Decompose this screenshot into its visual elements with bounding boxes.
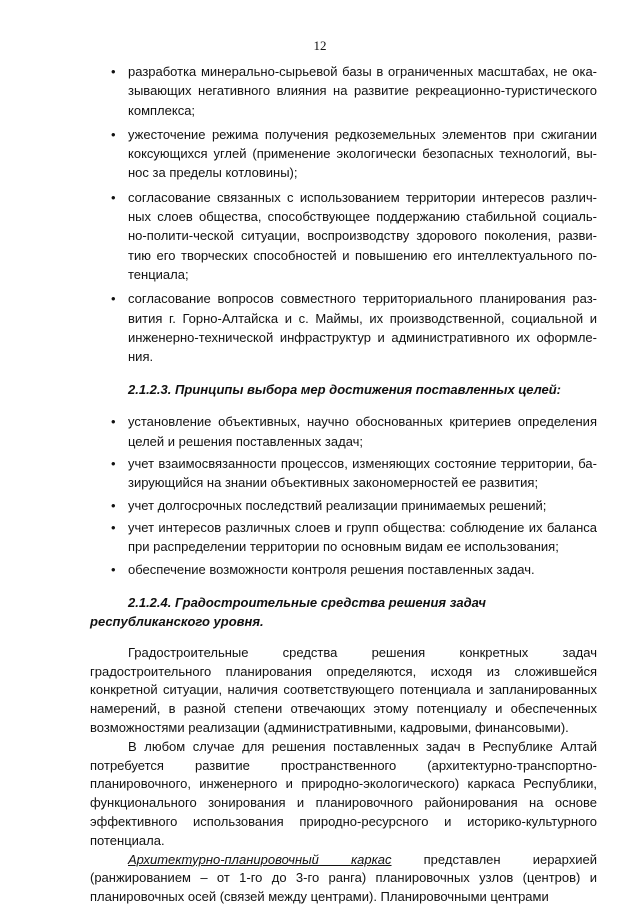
- list-item-text: учет интересов различных слоев и групп общества: соблюдение их баланса при распределении территории по основным видам ее использования;: [128, 519, 597, 555]
- section-heading-2-1-2-4: 2.1.2.4. Градостроительные средства решения задач республиканского уровня.: [90, 594, 486, 629]
- list-item: [90, 412, 597, 451]
- bullet-icon: •: [111, 456, 116, 472]
- term-architectural-framework: Архитектурно-планировочный каркас: [128, 851, 392, 867]
- list-item: [90, 560, 597, 579]
- list-item: [90, 289, 597, 366]
- section-heading-2-1-2-3: 2.1.2.3. Принципы выбора мер достижения поставленных целей:: [128, 382, 562, 398]
- list-item: [90, 518, 597, 557]
- list-item-text: обеспечение возможности контроля решения поставленных задач.: [128, 561, 535, 577]
- bullet-icon: •: [111, 497, 116, 513]
- list-item: [90, 125, 597, 183]
- list-item-text: согласование вопросов совместного территориального планирования раз-вития г. Горно-Алтайска и с. Маймы, их производственной, социальной и инженерно-технической инфраструктур и административного их оформле-ния.: [128, 291, 597, 365]
- list-item-text: разработка минерально-сырьевой базы в ограниченных масштабах, не ока-зывающих негативного влияния на развитие рекреационно-туристического комплекса;: [128, 64, 597, 118]
- bullet-list-principles: [90, 412, 597, 578]
- bullet-icon: •: [111, 126, 116, 142]
- bullet-icon: •: [111, 561, 116, 577]
- list-item: [90, 454, 597, 493]
- paragraph-urban-planning-means: Градостроительные средства решения конкретных задач градостроительного планирования определяются, исходя из сложившейся конкретной ситуации, наличия соответствующего потенциала и запланированных намерений, в разной степени отвечающих этому потенциалу и обеспеченных возможностями реализации (административными, кадровыми, финансовыми).: [90, 644, 597, 736]
- list-item: [90, 62, 597, 120]
- paragraph-architectural-framework: [90, 851, 597, 907]
- list-item-text: учет взаимосвязанности процессов, изменяющих состояние территории, ба-зирующийся на знании объективных закономерностей ее развития;: [128, 456, 597, 491]
- list-item-text: установление объективных, научно обоснованных критериев определения целей и решения поставленных задач;: [128, 414, 597, 449]
- page-number: 12: [313, 38, 327, 53]
- bullet-icon: •: [111, 189, 116, 205]
- bullet-list-tasks: [90, 62, 597, 366]
- list-item-text: согласование связанных с использованием территории интересов различ-ных слоев общества, способствующее поддержанию стабильной социаль-но-полити-ческой ситуации, воспроизводству здорового поколения, разви-тию его творческих способностей и повышению его интеллектуального по-тенциала;: [128, 189, 597, 282]
- bullet-icon: •: [111, 64, 116, 79]
- document-body: [90, 62, 597, 907]
- paragraph-text: представлен иерархией (ранжированием – от 1-го до 3-го ранга) планировочных узлов (центров) и планировочных осей (связей между центрами). Планировочными центрами: [90, 851, 597, 905]
- paragraph-spatial-framework: В любом случае для решения поставленных задач в Республике Алтай потребуется развитие пространственного (архитектурно-транспортно-планировочного, инженерного и природно-экологического) каркаса Республики, функционального зонирования и планировочного районирования на основе эффективного использования природно-ресурсного и историко-культурного потенциала.: [90, 738, 597, 848]
- list-item: [90, 188, 597, 284]
- bullet-icon: •: [111, 519, 116, 535]
- bullet-icon: •: [111, 291, 116, 307]
- list-item: [90, 496, 597, 515]
- list-item-text: учет долгосрочных последствий реализации принимаемых решений;: [128, 497, 547, 513]
- list-item-text: ужесточение режима получения редкоземельных элементов при сжигании коксующихся углей (применение экологически безопасных технологий, вы-нос за пределы котловины);: [128, 126, 597, 181]
- bullet-icon: •: [111, 414, 116, 430]
